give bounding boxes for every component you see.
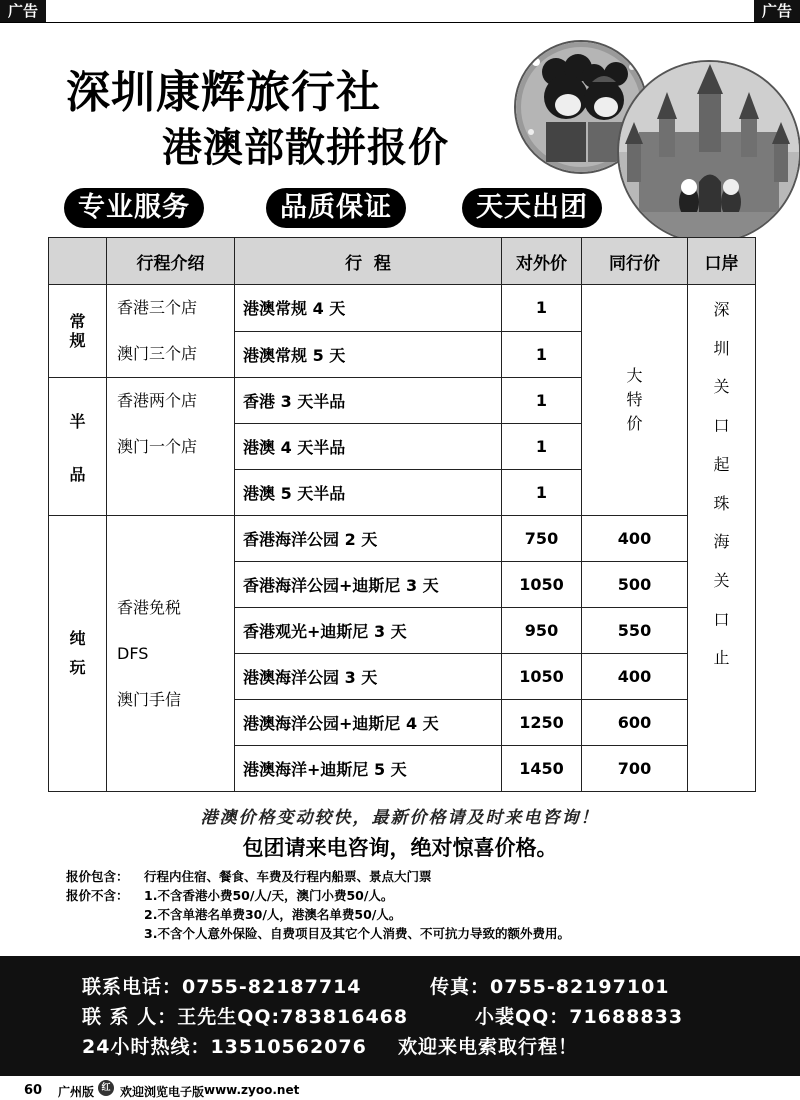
public-price: 950 [502,608,582,654]
excluded-note-2: 2.不含单港名单费30/人，港澳名单费50/人。 [144,907,402,922]
ad-label-left: 广告 [0,0,46,22]
public-price: 1450 [502,746,582,792]
slogan-quality: 品质保证 [266,188,406,228]
hotline: 24小时热线：13510562076 [82,1036,367,1058]
contact-person: 联 系 人：王先生QQ:783816468 [82,1006,409,1028]
brand-badge-icon: 红 [98,1080,114,1096]
category-regular: 常 规 [49,285,107,378]
contact-person-2: 小裴QQ：71688833 [475,1006,684,1028]
contact-line-phone [82,972,362,999]
public-price: 1 [502,424,582,470]
slogan-bar [0,188,800,232]
trade-price: 700 [582,746,688,792]
agency-title: 深圳康辉旅行社 [66,67,381,118]
footer-welcome: 欢迎浏览电子版 [120,1085,205,1099]
header-description: 行程介绍 [107,238,235,285]
included-note: 报价包含： 行程内住宿、餐食、车费及行程内船票、景点大门票 [66,869,432,884]
route-name: 港澳常规 5 天 [235,331,502,378]
route-name: 香港海洋公园 2 天 [235,516,502,562]
trade-price: 600 [582,700,688,746]
table-header [49,238,756,285]
trade-price: 550 [582,608,688,654]
excluded-note-3: 3.不含个人意外保险、自费项目及其它个人消费、不可抗力导致的额外费用。 [144,926,570,941]
header-public-price: 对外价 [502,238,582,285]
price-notes [66,867,766,943]
ad-label-right: 广告 [754,0,800,22]
header-blank [49,238,107,285]
route-name: 港澳 4 天半品 [235,424,502,470]
header-trade-price: 同行价 [582,238,688,285]
group-tour-notice: 包团请来电咨询，绝对惊喜价格。 [242,835,558,860]
public-price: 1250 [502,700,582,746]
route-name: 香港观光+迪斯尼 3 天 [235,608,502,654]
public-price: 1050 [502,654,582,700]
public-price: 750 [502,516,582,562]
offer-title: 港澳部散拼报价 [162,125,449,171]
route-name: 港澳海洋+迪斯尼 5 天 [235,746,502,792]
header-route: 行 程 [235,238,502,285]
regular-description: 香港三个店 澳门三个店 [107,285,235,378]
price-change-notice: 港澳价格变动较快，最新价格请及时来电咨询！ [200,808,600,828]
half-description: 香港两个店 澳门一个店 [107,378,235,516]
excluded-note: 报价不含： 1.不含香港小费50/人/天，澳门小费50/人。 [66,888,394,903]
website-link[interactable]: www.zyoo.net [204,1083,300,1097]
header-port: 口岸 [688,238,756,285]
public-price: 1050 [502,562,582,608]
page-number: 60 [24,1083,43,1098]
top-divider [0,22,800,23]
fax-number: 传真：0755-82197101 [430,976,670,998]
public-price: 1 [502,378,582,424]
table-row [49,285,756,332]
route-name: 香港海洋公园+迪斯尼 3 天 [235,562,502,608]
trade-price: 400 [582,654,688,700]
phone-number: 联系电话：0755-82187714 [82,976,362,998]
price-table [48,237,756,792]
slogan-professional: 专业服务 [64,188,204,228]
route-name: 港澳 5 天半品 [235,470,502,516]
category-half: 半 品 [49,378,107,516]
public-price: 1 [502,331,582,378]
route-name: 港澳海洋公园 3 天 [235,654,502,700]
trade-price: 400 [582,516,688,562]
welcome-text: 欢迎来电索取行程！ [398,1036,579,1058]
slogan-daily: 天天出团 [462,188,602,228]
special-price: 大 特 价 [582,285,688,516]
table-row [49,516,756,562]
route-name: 港澳海洋公园+迪斯尼 4 天 [235,700,502,746]
public-price: 1 [502,285,582,332]
contact-panel [0,956,800,1076]
category-pure: 纯 玩 [49,516,107,792]
route-name: 港澳常规 4 天 [235,285,502,332]
route-name: 香港 3 天半品 [235,378,502,424]
public-price: 1 [502,470,582,516]
pure-description: 香港免税 DFS 澳门手信 [107,516,235,792]
page-footer [0,1078,800,1100]
trade-price: 500 [582,562,688,608]
port-column: 深 圳 关 口 起 珠 海 关 口 止 [688,285,756,792]
edition-label: 广州版 [58,1085,95,1099]
